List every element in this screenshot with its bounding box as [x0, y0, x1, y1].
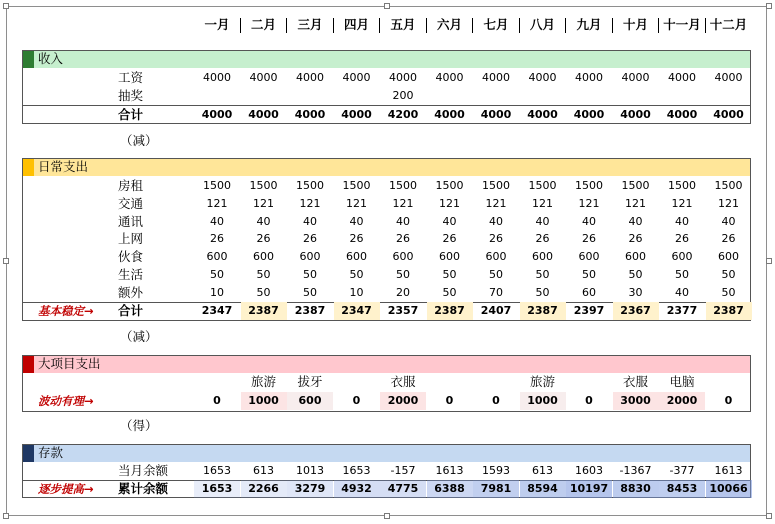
value-cell: [473, 87, 519, 105]
trend-note-fluctuation: 波动有理→: [38, 394, 94, 408]
value-cell: 121: [206, 196, 228, 210]
month-separator: [379, 18, 380, 33]
value-cell: 600: [439, 250, 460, 264]
value-cell: 4000: [575, 71, 603, 84]
value-cell: [194, 87, 240, 105]
value-cell: 4775: [380, 480, 426, 498]
row-label: 合计: [118, 303, 144, 318]
value-cell: 2377: [666, 304, 698, 317]
value-cell: 600: [346, 250, 367, 264]
value-cell: 26: [210, 232, 224, 246]
value-cell: 2266: [241, 480, 287, 498]
resize-handle[interactable]: [3, 3, 9, 9]
project-item-label: 衣服: [622, 374, 648, 389]
value-cell: 1653: [194, 480, 240, 498]
value-cell: 4000: [389, 71, 417, 84]
value-cell: 4200: [387, 108, 419, 121]
value-cell: 8830: [613, 480, 659, 498]
value-cell: 1613: [714, 464, 743, 477]
value-cell: 50: [349, 268, 364, 281]
value-cell: 40: [210, 214, 224, 228]
row-label: 生活: [118, 267, 144, 282]
value-cell: 1500: [389, 179, 417, 192]
value-cell: 4000: [249, 71, 278, 84]
value-cell: 1500: [342, 179, 371, 192]
value-cell: 1500: [249, 179, 278, 192]
value-cell: 4000: [248, 108, 279, 121]
row-label: 抽奖: [118, 88, 144, 103]
value-cell: 1653: [342, 464, 371, 477]
month-label: 八月: [529, 17, 555, 32]
value-cell: 50: [582, 268, 596, 281]
value-cell: 26: [303, 232, 317, 246]
value-cell: 40: [489, 214, 503, 228]
value-cell: 50: [303, 268, 317, 281]
month-label: 五月: [390, 17, 416, 32]
project-value-cell: 0: [585, 394, 593, 407]
value-cell: 600: [485, 250, 507, 264]
month-label: 三月: [297, 17, 323, 32]
value-cell: 4000: [482, 71, 510, 84]
value-cell: 4000: [620, 108, 651, 121]
value-cell: 50: [442, 268, 457, 281]
value-cell: 121: [439, 196, 460, 210]
value-cell: 40: [442, 214, 457, 228]
value-cell: 50: [210, 268, 224, 281]
month-separator: [286, 18, 287, 33]
value-cell: 600: [206, 250, 228, 264]
month-header-row: [0, 14, 775, 36]
value-cell: 1500: [714, 179, 743, 192]
value-cell: 121: [625, 196, 646, 210]
value-cell: -157: [390, 464, 416, 477]
value-cell: 1500: [528, 179, 557, 192]
value-cell: 40: [303, 214, 317, 228]
value-cell: 121: [485, 196, 507, 210]
value-cell: 60: [582, 285, 596, 299]
trend-note-rising: 逐步提高→: [38, 482, 94, 496]
value-cell: 600: [532, 250, 553, 264]
project-item-label: 旅游: [529, 374, 555, 389]
value-cell: 121: [718, 196, 739, 210]
project-value-cell: 2000: [659, 392, 705, 410]
value-cell: 40: [582, 214, 596, 228]
value-cell: 6388: [427, 480, 473, 498]
month-separator: [612, 18, 613, 33]
value-cell: 1603: [575, 464, 603, 477]
value-cell: 4000: [621, 71, 650, 84]
project-value-cell: 0: [445, 394, 454, 407]
value-cell: 4000: [203, 71, 231, 84]
value-cell: 50: [721, 285, 736, 299]
value-cell: 200: [392, 89, 414, 102]
value-cell: 1013: [296, 464, 324, 477]
value-cell: 26: [628, 232, 643, 246]
value-cell: 26: [442, 232, 457, 246]
value-cell: 121: [299, 196, 321, 210]
value-cell: [287, 87, 333, 105]
value-cell: 2407: [480, 304, 512, 317]
project-value-cell: 2000: [380, 392, 426, 410]
value-cell: 8594: [520, 480, 566, 498]
value-cell: 1500: [435, 179, 464, 192]
month-separator: [472, 18, 473, 33]
value-cell: 26: [489, 232, 503, 246]
value-cell: 2367: [613, 302, 659, 320]
value-cell: 10: [349, 285, 364, 299]
value-cell: 3279: [287, 480, 333, 498]
month-label: 七月: [483, 17, 509, 32]
value-cell: [613, 87, 659, 105]
month-separator: [333, 18, 334, 33]
month-label: 一月: [204, 17, 230, 32]
value-cell: 2347: [201, 304, 233, 317]
value-cell: 40: [721, 214, 736, 228]
row-label: 交通: [118, 195, 144, 211]
value-cell: 50: [303, 285, 317, 299]
value-cell: 4932: [334, 480, 380, 498]
value-cell: 8453: [659, 480, 705, 498]
value-cell: 4000: [714, 71, 743, 84]
row-label: 当月余额: [118, 463, 169, 478]
value-cell: 2357: [387, 304, 419, 317]
major-project-section-title: 大项目支出: [38, 356, 101, 371]
value-cell: 121: [346, 196, 367, 210]
value-cell: 121: [392, 196, 414, 210]
value-cell: 1593: [482, 464, 510, 477]
trend-note-stable: 基本稳定→: [38, 304, 94, 318]
value-cell: 26: [721, 232, 736, 246]
value-cell: 2387: [294, 304, 326, 317]
value-cell: 4000: [341, 108, 372, 121]
row-label: 通讯: [118, 213, 144, 229]
month-label: 十一月: [663, 17, 701, 32]
value-cell: 2387: [241, 302, 287, 320]
month-label: 六月: [436, 17, 462, 32]
savings-section-title: 存款: [38, 445, 64, 460]
resize-handle[interactable]: [384, 513, 390, 519]
project-item-label: 旅游: [250, 374, 276, 389]
value-cell: 10: [210, 285, 224, 299]
month-separator: [565, 18, 566, 33]
value-cell: 2387: [520, 302, 566, 320]
value-cell: 600: [299, 250, 321, 264]
value-cell: 26: [349, 232, 364, 246]
project-value-cell: 3000: [613, 392, 659, 410]
month-label: 十二月: [709, 17, 748, 32]
value-cell: 40: [675, 285, 689, 299]
project-value-cell: 0: [724, 394, 733, 407]
value-cell: 4000: [201, 108, 233, 121]
value-cell: 613: [253, 464, 274, 477]
value-cell: 1500: [482, 179, 510, 192]
value-cell: 600: [253, 250, 274, 264]
row-label: 工资: [118, 70, 144, 85]
value-cell: 1500: [668, 179, 696, 192]
month-label: 四月: [343, 17, 369, 32]
value-cell: 1500: [296, 179, 324, 192]
row-label: 上网: [118, 231, 144, 247]
value-cell: 600: [392, 250, 414, 264]
value-cell: 1500: [575, 179, 603, 192]
value-cell: 1653: [203, 464, 231, 477]
value-cell: 1500: [621, 179, 650, 192]
project-value-cell: 1000: [241, 392, 287, 410]
value-cell: 4000: [296, 71, 324, 84]
value-cell: 40: [628, 214, 643, 228]
get-operator: （得）: [120, 418, 158, 433]
project-value-cell: 1000: [520, 392, 566, 410]
value-cell: 4000: [342, 71, 371, 84]
month-label: 十月: [622, 17, 648, 32]
value-cell: [659, 87, 705, 105]
value-cell: 40: [349, 214, 364, 228]
value-cell: 600: [671, 250, 693, 264]
value-cell: -377: [669, 464, 695, 477]
value-cell: 26: [256, 232, 271, 246]
value-cell: [241, 87, 287, 105]
value-cell: 2397: [573, 304, 605, 317]
value-cell: 50: [628, 268, 643, 281]
value-cell: 20: [396, 285, 410, 299]
value-cell: 1613: [435, 464, 464, 477]
value-cell: 600: [625, 250, 646, 264]
value-cell: 600: [718, 250, 739, 264]
value-cell: 600: [578, 250, 600, 264]
value-cell: 26: [535, 232, 550, 246]
value-cell: [566, 87, 612, 105]
value-cell: 10197: [566, 480, 612, 498]
value-cell: 50: [675, 268, 689, 281]
value-cell: 4000: [573, 108, 605, 121]
value-cell: [334, 87, 380, 105]
resize-handle[interactable]: [766, 3, 772, 9]
resize-handle[interactable]: [766, 258, 772, 264]
value-cell: 26: [675, 232, 689, 246]
value-cell: 40: [675, 214, 689, 228]
value-cell: 2387: [706, 302, 752, 320]
value-cell: 70: [489, 285, 503, 299]
value-cell: 26: [582, 232, 596, 246]
value-cell: 121: [671, 196, 693, 210]
resize-handle[interactable]: [766, 513, 772, 519]
value-cell: 40: [256, 214, 271, 228]
value-cell: 30: [628, 285, 643, 299]
value-cell: 7981: [473, 480, 519, 498]
value-cell: 121: [578, 196, 600, 210]
value-cell: 2387: [427, 302, 473, 320]
value-cell: 50: [256, 268, 271, 281]
row-label: 伙食: [118, 249, 144, 265]
value-cell: -1367: [619, 464, 652, 477]
month-separator: [519, 18, 520, 33]
month-separator: [426, 18, 427, 33]
value-cell: 10066: [706, 480, 752, 498]
month-label: 二月: [250, 17, 276, 32]
value-cell: 121: [253, 196, 274, 210]
value-cell: 4000: [435, 71, 464, 84]
minus-operator-2: （减）: [120, 329, 158, 344]
value-cell: 121: [532, 196, 553, 210]
income-section-title: 收入: [38, 51, 64, 66]
value-cell: 50: [535, 268, 550, 281]
value-cell: 4000: [294, 108, 326, 121]
project-item-label: 拔牙: [297, 374, 323, 389]
project-item-label: 衣服: [390, 374, 416, 389]
project-value-cell: 0: [352, 394, 361, 407]
value-cell: 50: [721, 268, 736, 281]
row-label: 累计余额: [118, 481, 169, 496]
value-cell: 4000: [713, 108, 744, 121]
value-cell: 1500: [203, 179, 231, 192]
project-value-cell: 600: [287, 392, 333, 410]
month-separator: [658, 18, 659, 33]
value-cell: 50: [396, 268, 410, 281]
value-cell: 26: [396, 232, 410, 246]
value-cell: 50: [535, 285, 550, 299]
project-value-cell: 0: [492, 394, 500, 407]
value-cell: 40: [396, 214, 410, 228]
value-cell: 4000: [527, 108, 558, 121]
value-cell: [706, 87, 752, 105]
value-cell: 4000: [528, 71, 557, 84]
value-cell: [520, 87, 566, 105]
project-value-cell: 0: [213, 394, 221, 407]
value-cell: 4000: [480, 108, 512, 121]
value-cell: 4000: [668, 71, 696, 84]
value-cell: 50: [489, 268, 503, 281]
value-cell: [427, 87, 473, 105]
value-cell: 4000: [434, 108, 465, 121]
value-cell: 50: [256, 285, 271, 299]
value-cell: 4000: [666, 108, 698, 121]
resize-handle[interactable]: [384, 3, 390, 9]
value-cell: 50: [442, 285, 457, 299]
row-label: 合计: [118, 107, 144, 122]
value-cell: 613: [532, 464, 553, 477]
daily-expense-section-title: 日常支出: [38, 159, 89, 174]
row-label: 额外: [118, 284, 144, 300]
month-separator: [705, 18, 706, 33]
minus-operator-1: （减）: [120, 133, 158, 148]
row-label: 房租: [118, 178, 144, 193]
project-item-label: 电脑: [669, 374, 695, 389]
value-cell: 40: [535, 214, 550, 228]
value-cell: 2347: [334, 302, 380, 320]
resize-handle[interactable]: [3, 513, 9, 519]
resize-handle[interactable]: [3, 258, 9, 264]
month-separator: [240, 18, 241, 33]
month-label: 九月: [576, 17, 602, 32]
